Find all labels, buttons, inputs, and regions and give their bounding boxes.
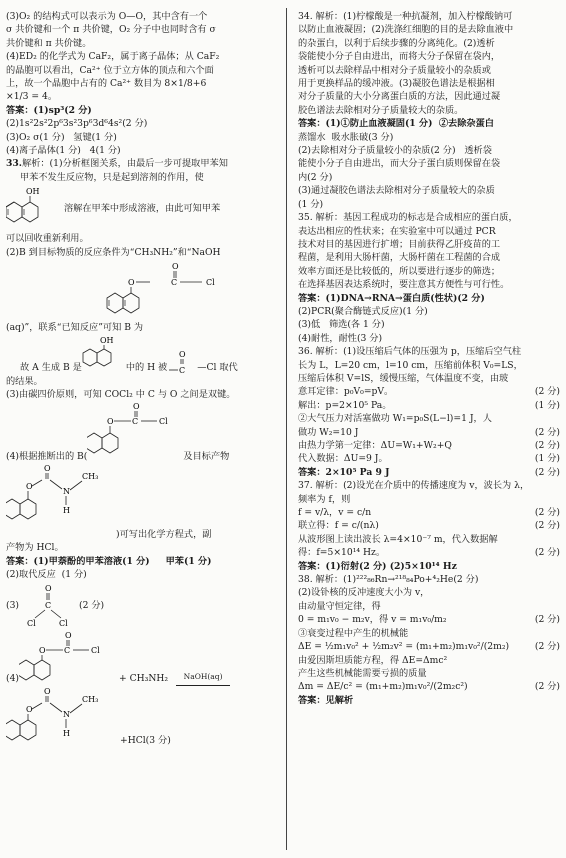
line-text: ΔE = ½m₁v₀² + ½m₂v² = (m₁+m₂)m₁v₀²/(2m₂): [298, 641, 510, 653]
text-line: 以防止血液凝固；(2)洗涤红细胞的目的是去除血液中: [298, 24, 514, 36]
svg-text:C: C: [179, 365, 186, 375]
score-label: (2 分): [534, 520, 560, 532]
q38: [298, 573, 560, 707]
text-line: [298, 680, 560, 693]
line-text: 代入数据：ΔU=9 J。: [298, 453, 388, 465]
text-line: 透析可以去除样品中相对分子质量较小的杂质或: [298, 64, 491, 76]
text-line: 对分子质量的大小分离蛋白质的方法，因此通过凝: [298, 91, 501, 103]
text-line: (2)PCR(聚合酶链式反应)(1 分): [298, 305, 428, 317]
text-line: 35. 解析：基因工程成功的标志是合成相应的蛋白质，: [298, 212, 518, 224]
compound-b-structure: [6, 261, 276, 319]
svg-text:O: O: [45, 583, 52, 593]
score-label: (2 分): [534, 386, 560, 398]
text-line: ×1/3 = 4。: [6, 91, 58, 103]
line-text: 意耳定律：p₀V₀=pV。: [298, 386, 394, 398]
text-line: 内(2 分): [298, 171, 333, 183]
text-line: 在选择基因表达系统时，要注意其方便性与可行性。: [298, 279, 510, 291]
text-line: [298, 479, 560, 492]
text-line: [298, 412, 560, 425]
oh-label: OH: [26, 187, 40, 197]
chloroformate-diagram: [104, 261, 254, 319]
line-text: ②大气压力对活塞做功 W₁=p₀S(L−l)=1 J，人: [298, 413, 492, 425]
answer-4-product-line: O O N CH₃ H +HCl(3 分): [6, 686, 276, 748]
answer-3-line: (3) O C Cl Cl (2 分): [6, 583, 105, 628]
svg-text:O: O: [133, 402, 140, 412]
naphthol-diagram-2: [82, 335, 126, 375]
svg-text:Cl: Cl: [27, 618, 36, 628]
svg-text:Cl: Cl: [91, 645, 100, 655]
line-text: (2)设钋核的反冲速度大小为 v，: [298, 587, 430, 599]
svg-text:OH: OH: [99, 335, 114, 345]
text-line: (3)低 筛选(各 1 分): [298, 319, 385, 331]
text-line: (4)耐性，耐性(3 分): [298, 332, 383, 344]
svg-text:O: O: [172, 262, 179, 272]
q37: [298, 479, 560, 573]
score-label: (2 分): [534, 614, 560, 626]
answer-line: 答案：(1)①防止血液凝固(1 分) ②去除杂蛋白: [298, 118, 494, 130]
text-line: [298, 399, 560, 412]
line-text: 答案：(1)衍射(2 分) (2)5×10¹⁴ Hz: [298, 560, 457, 572]
line-text: 产生这些机械能需要亏损的质量: [298, 667, 427, 679]
text-line: [298, 452, 560, 465]
phosgene-diagram: [19, 582, 79, 630]
svg-text:CH₃: CH₃: [82, 472, 99, 482]
svg-text:Cl: Cl: [206, 278, 215, 288]
line-text: 答案：见解析: [298, 694, 354, 706]
q32-continuation: [6, 10, 276, 157]
svg-text:O: O: [44, 464, 51, 474]
line-text: 做功 W₂=10 J: [298, 426, 359, 438]
svg-text:O: O: [26, 482, 33, 492]
acyl-chloride-fragment: [167, 349, 197, 375]
text-line: [298, 586, 560, 599]
line-text: 得：f=5×10¹⁴ Hz。: [298, 547, 386, 559]
line-text: f = v/λ，v = c/n: [298, 507, 372, 519]
naphthol-diagram: [6, 186, 58, 230]
line-text: 0 = m₁v₀ − m₂v，得 v = m₁v₀/m₂: [298, 614, 447, 626]
svg-text:C: C: [171, 278, 178, 288]
svg-text:O: O: [179, 349, 186, 359]
text-line: (1 分): [298, 198, 324, 210]
svg-text:Cl: Cl: [59, 618, 68, 628]
line-text: 联立得：f = c/(nλ): [298, 520, 379, 532]
svg-text:O: O: [39, 645, 46, 655]
right-column: [298, 10, 560, 707]
answer-line: (2)取代反应 (1 分): [6, 569, 87, 581]
target-product-line: O O N CH₃ H )可写出化学方程式，副: [6, 463, 276, 541]
line-text: ③衰变过程中产生的机械能: [298, 627, 409, 639]
score-label: (2 分): [534, 426, 560, 438]
line-text: 由动量守恒定律，得: [298, 600, 381, 612]
svg-text:O: O: [128, 278, 135, 288]
answer-line: [298, 466, 560, 479]
text-line: (2)去除相对分子质量较小的杂质(2 分) 透析袋: [298, 145, 492, 157]
q34: [298, 10, 560, 211]
text-line: 效率方面还是比较低的，所以要进行逐步的筛选；: [298, 265, 501, 277]
svg-text:C: C: [45, 600, 52, 610]
q33: [6, 157, 276, 747]
text-line: 甲苯不发生反应物，只是起到溶剂的作用，使: [20, 171, 204, 183]
carbamate-diagram: [6, 463, 116, 541]
line-text: 由爱因斯坦质能方程，得 ΔE=Δmc²: [298, 654, 448, 666]
carbamate-diagram-2: [6, 686, 116, 748]
svg-text:O: O: [65, 630, 72, 640]
line-text: 37. 解析：(2)设光在介质中的传播速度为 v，波长为 λ，: [298, 480, 530, 492]
text-line: [298, 359, 560, 372]
text-line: 表达出相应的性状来；在实验室中可以通过 PCR: [298, 225, 496, 237]
svg-text:H: H: [63, 506, 70, 516]
text-line: 用于更换样品的缓冲液。(3)凝胶色谱法是根据相: [298, 78, 495, 90]
text-line: 的晶胞可以看出，Ca²⁺ 位于立方体的顶点和六个面: [6, 64, 214, 76]
score-label: (2 分): [534, 440, 560, 451]
text-line: (3)O₂ 的结构式可以表示为 O—O，其中含有一个: [6, 11, 208, 22]
text-line: 上，故一个晶胞中占有的 Ca²⁺ 数目为 8×1/8+6: [6, 78, 207, 90]
score-label: (1 分): [534, 453, 560, 465]
line-text: 38. 解析：(1)²²²₈₆Rn→²¹⁸₈₄Po+⁴₂He(2 分): [298, 574, 479, 586]
text-line: [298, 600, 560, 613]
svg-text:Cl: Cl: [159, 417, 169, 427]
answer-line: 答案：(1)DNA→RNA→蛋白质(性状)(2 分): [298, 292, 485, 304]
svg-text:O: O: [107, 417, 114, 427]
text-line: (3)由碳四价原则，可知 COCl₂ 中 C 与 O 之间是双键。: [6, 388, 236, 400]
answer-4-line: (4) O O C Cl + CH₃NH₂ NaOH(aq): [6, 630, 276, 686]
score-label: (2 分): [534, 547, 560, 559]
answer-line: 答案：(1)sp³(2 分): [6, 104, 92, 116]
svg-text:N: N: [63, 709, 70, 719]
a-to-b-line: 故 A 生成 B 是 OH 中的 H 被 O C —Cl 取代: [20, 335, 238, 375]
text-line: 共价键和 π 共价键。: [6, 37, 92, 49]
answer-line: [298, 694, 560, 707]
column-divider: [286, 8, 287, 850]
text-line: (3)通过凝胶色谱法去除相对分子质量较大的杂质: [298, 185, 495, 197]
text-line: 袋能使小分子自由进出，而将大分子保留在袋内，: [298, 51, 501, 63]
text-line: 溶解在甲苯中形成溶液，由此可知甲苯: [64, 202, 221, 214]
text-line: [298, 533, 560, 546]
left-column: [6, 10, 276, 748]
text-line: [298, 640, 560, 653]
text-line: (4)ED₂ 的化学式为 CaF₂，属于离子晶体；从 CaF₂: [6, 51, 220, 63]
text-line: 34. 解析：(1)柠檬酸是一种抗凝剂，加入柠檬酸钠可: [298, 11, 513, 22]
text-line: [298, 372, 560, 385]
answer-line: [298, 560, 560, 573]
q36: [298, 345, 560, 479]
svg-text:O: O: [26, 704, 33, 714]
text-line: σ 共价键和一个 π 共价键，O₂ 分子中也同时含有 σ: [6, 24, 216, 36]
line-text: 36. 解析：(1)设压缩后气体的压强为 p，压缩后空气柱: [298, 346, 522, 358]
b-structure-line: (4)根据推断出的 B( O O C Cl 及目标产物: [6, 402, 230, 462]
text-line: 程菌，是利用大肠杆菌，大肠杆菌在工程菌的合成: [298, 252, 501, 264]
text-line: 产物为 HCl。: [6, 542, 64, 554]
text-line: [298, 345, 560, 358]
score-label: (2 分): [534, 681, 560, 693]
text-line: [298, 385, 560, 398]
line-text: 长为 L，L=20 cm，l=10 cm，压缩前体积 V₀=LS，: [298, 359, 523, 371]
text-line: 的杂蛋白，以利于后续步骤的分离纯化。(2)透析: [298, 37, 495, 49]
text-line: [298, 519, 560, 532]
text-line: [298, 546, 560, 559]
svg-text:N: N: [63, 487, 70, 497]
question-number: 33.: [6, 158, 22, 170]
text-line: [298, 613, 560, 626]
answer-line: 答案：(1)甲萘酚的甲苯溶液(1 分) 甲苯(1 分): [6, 555, 212, 567]
q35: [298, 211, 560, 345]
text-line: [298, 439, 560, 452]
answer-line: (3)O₂ σ(1 分) 氢键(1 分): [6, 131, 117, 143]
svg-text:CH₃: CH₃: [82, 694, 99, 704]
line-text: 解出：p=2×10⁵ Pa。: [298, 399, 392, 411]
text-line: [298, 573, 560, 586]
answer-line: (4)离子晶体(1 分) 4(1 分): [6, 145, 121, 157]
text-line: 解析：(1)分析框图关系，由最后一步可提取甲苯知: [21, 158, 228, 170]
text-line: 胶色谱法去除相对分子质量较大的杂质。: [298, 104, 464, 116]
text-line: 蒸馏水 吸水胀破(3 分): [298, 131, 394, 143]
text-line: [298, 426, 560, 439]
text-line: [298, 506, 560, 519]
line-text: 频率为 f，则: [298, 493, 351, 505]
answer-line: (2)1s²2s²2p⁶3s²3p⁶3d⁶4s²(2 分): [6, 118, 148, 130]
line-text: Δm = ΔE/c² = (m₁+m₂)m₁v₀²/(2m₂c²): [298, 681, 468, 693]
svg-text:H: H: [63, 728, 70, 738]
text-line: 的结果。: [6, 375, 43, 387]
line-text: 从波形图上读出波长 λ=4×10⁻⁷ m，代入数据解: [298, 533, 498, 545]
svg-text:O: O: [44, 686, 51, 696]
text-line: 能使小分子自由进出，而大分子蛋白质则保留在袋: [298, 158, 501, 170]
text-line: 可以回收重新利用。: [6, 233, 89, 245]
score-label: (2 分): [534, 507, 560, 519]
chloroformate-diagram-2: [87, 401, 183, 463]
naphthol-structure-1: [6, 186, 276, 230]
text-line: [298, 493, 560, 506]
line-text: 由热力学第一定律：ΔU=W₁+W₂+Q: [298, 440, 452, 451]
text-line: [298, 627, 560, 640]
svg-text:C: C: [64, 645, 71, 655]
line-text: 答案：2×10⁵ Pa 9 J: [298, 466, 390, 478]
score-label: (1 分): [534, 399, 560, 411]
score-label: (2 分): [534, 641, 560, 653]
text-line: 技术对目的基因进行扩增；目前获得乙肝疫苗的工: [298, 238, 501, 250]
svg-text:C: C: [132, 417, 139, 427]
chloroformate-diagram-3: [19, 630, 111, 686]
line-text: 压缩后体积 V=lS，缓慢压缩，气体温度不变，由玻: [298, 372, 509, 384]
score-label: (2 分): [534, 466, 560, 478]
text-line: (aq)”，联系“已知反应”可知 B 为: [6, 322, 144, 334]
reaction-arrow: NaOH(aq): [176, 670, 230, 685]
text-line: (2)B 到目标物质的反应条件为“CH₃NH₂”和“NaOH: [6, 246, 221, 258]
text-line: [298, 667, 560, 680]
text-line: [298, 654, 560, 667]
